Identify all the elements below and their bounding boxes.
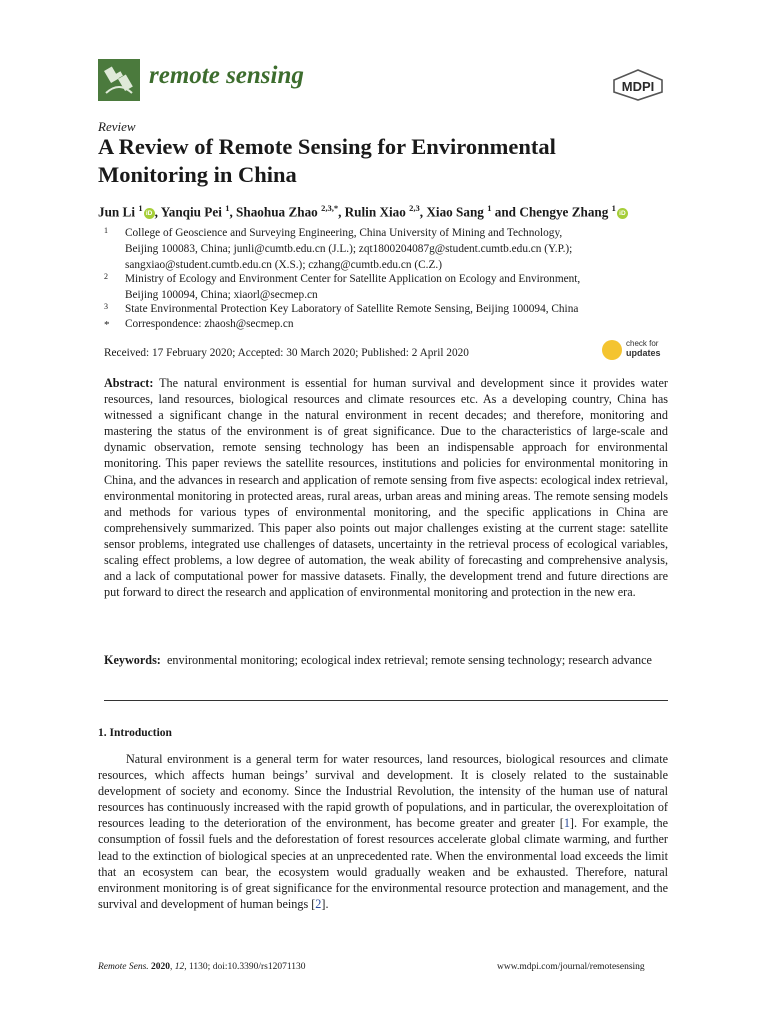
affiliation-number: 3 bbox=[104, 302, 108, 311]
check-updates-icon bbox=[602, 340, 622, 360]
affiliation-2 bbox=[104, 271, 664, 303]
affiliation-number: 2 bbox=[104, 272, 108, 281]
check-updates-line2: updates bbox=[626, 348, 661, 358]
journal-logo-icon bbox=[98, 59, 140, 101]
author-name: Chengye Zhang bbox=[519, 204, 609, 220]
author-affil-sup: 1 bbox=[225, 203, 230, 213]
affiliation-line: College of Geoscience and Surveying Engineering, China University of Mining and Technology, bbox=[125, 227, 563, 239]
footer-url-link[interactable]: www.mdpi.com/journal/remotesensing bbox=[497, 962, 645, 972]
author-name: Shaohua Zhao bbox=[236, 204, 318, 220]
affiliation-1 bbox=[104, 225, 664, 273]
article-title: A Review of Remote Sensing for Environmental Monitoring in China bbox=[98, 134, 556, 187]
author-name: Jun Li bbox=[98, 204, 136, 220]
keywords bbox=[104, 652, 668, 668]
footer-doi: , 1130; doi:10.3390/rs12071130 bbox=[184, 962, 306, 972]
author-affil-sup: 2,3,* bbox=[321, 203, 339, 213]
author-list: Jun Li $^1$iD , Yanqiu Pei $^1$, Shaohua Zhao $^{2,3,*}$, Rulin Xiao $^{2,3}$, Xiao Sang $^1$ and Chengye Zhang $^1$iD bbox=[98, 203, 678, 220]
author-affil-sup: 1 bbox=[138, 203, 143, 213]
author-affil-sup: 1 bbox=[487, 203, 492, 213]
footer-volume: 12 bbox=[174, 962, 185, 972]
intro-text: ]. bbox=[321, 896, 329, 911]
intro-paragraph bbox=[98, 751, 668, 912]
journal-name[interactable]: remote sensing bbox=[149, 62, 304, 89]
mdpi-logo-icon[interactable] bbox=[612, 68, 664, 102]
affiliation-line: Beijing 100083, China; junli@cumtb.edu.cn (J.L.); zqt1800204087g@student.cumtb.edu.cn (Y.P.); bbox=[125, 243, 573, 255]
abstract-text: The natural environment is essential for human survival and development since it provides water resources, land resources, biological resources and climate resources etc. As a developing country, China has witnessed a significant change in the natural environment in recent decades; and therefore, monitoring and mastering the status of the environment is of great significance. Due to the characteristics of large-scale and dynamic observation, remote sensing technology has been an indispensable approach for environmental monitoring. This paper reviews the satellite resources, institutions and policies for environmental monitoring in China, and the advances in research and application of remote sensing from five aspects: ecological index retrieval, environmental monitoring in protected areas, rural areas, urban areas and mining areas. The remote sensing models and methods for various types of environmental monitoring, and the specific applications in China are comprehensively summarized. This paper also points out major challenges existing at the current stage: satellite sensor problems, integrated use challenges of datasets, uncertainty in the retrieval process of ecological variables, scaling effect problems, a low degree of automation, the weak ability of forecasting and comprehensive analysis, and a lack of computational power for massive datasets. Finally, the development trend and future directions are put forward to direct the research and application of environmental monitoring and protection in the new era. bbox=[104, 376, 668, 600]
author-affil-sup: 2,3 bbox=[409, 203, 420, 213]
orcid-icon[interactable]: iD bbox=[617, 208, 628, 219]
section-heading: 1. Introduction bbox=[98, 727, 172, 739]
affiliation-line: Correspondence: zhaosh@secmep.cn bbox=[125, 318, 294, 330]
footer-citation: Remote Sens. 2020, 12, 1130; doi:10.3390/rs12071130 bbox=[98, 962, 306, 972]
section-divider bbox=[104, 700, 668, 701]
affiliation-number: 1 bbox=[104, 226, 108, 235]
affiliation-line: State Environmental Protection Key Laboratory of Satellite Remote Sensing, Beijing 100094, China bbox=[125, 303, 579, 315]
affiliation-number: * bbox=[104, 319, 110, 331]
footer-year: 2020 bbox=[151, 962, 171, 972]
check-for-updates-button[interactable] bbox=[602, 339, 672, 363]
author-name: Rulin Xiao bbox=[344, 204, 406, 220]
keywords-label: Keywords: bbox=[104, 653, 161, 667]
keywords-text: environmental monitoring; ecological index retrieval; remote sensing technology; research advance bbox=[166, 653, 652, 667]
publisher-name: MDPI bbox=[621, 79, 655, 94]
article-type: Review bbox=[98, 119, 136, 134]
orcid-icon[interactable]: iD bbox=[144, 208, 155, 219]
author-affil-sup: 1 bbox=[611, 203, 616, 213]
affiliation-line: Ministry of Ecology and Environment Center for Satellite Application on Ecology and Environment, bbox=[125, 273, 581, 285]
publication-dates: Received: 17 February 2020; Accepted: 30 March 2020; Published: 2 April 2020 bbox=[104, 347, 469, 359]
citation-link[interactable]: 2 bbox=[315, 896, 322, 911]
author-name: Xiao Sang bbox=[426, 204, 484, 220]
intro-text: ]. For example, the consumption of fossil fuels and the deforestation of forest resources accelerate global climate warming, and further lead to the extinction of biological species at an unprecedented rate. When the environmental load exceeds the limit that an ecosystem can bear, the ecosystem would gradually weaken and be exhausted. Therefore, natural environment monitoring is of great significance for the environmental resource protection and management, and the survival and development of human beings [ bbox=[98, 816, 668, 911]
abstract bbox=[104, 375, 668, 600]
citation-link[interactable]: 1 bbox=[563, 816, 570, 831]
affiliation-3 bbox=[104, 301, 664, 317]
intro-text: Natural environment is a general term for water resources, land resources, biological resources and climate resources, which affects human beings’ survival and development. It is closely related to the sustainable development of society and economy. Since the Industrial Revolution, the intensity of the human use of natural resources has continuously increased with the rapid growth of populations, and in particular, the overexploitation of resources leading to the deterioration of the environment, has become greater and greater [ bbox=[98, 752, 668, 831]
correspondence bbox=[104, 316, 664, 332]
check-updates-line1: check for bbox=[626, 339, 659, 348]
abstract-label: Abstract: bbox=[104, 376, 154, 390]
affiliation-line: Beijing 100094, China; xiaorl@secmep.cn bbox=[125, 289, 318, 301]
affiliation-line: sangxiao@student.cumtb.edu.cn (X.S.); czhang@cumtb.edu.cn (C.Z.) bbox=[125, 259, 442, 271]
author-name: Yanqiu Pei bbox=[160, 204, 222, 220]
footer-journal: Remote Sens. bbox=[98, 962, 149, 972]
